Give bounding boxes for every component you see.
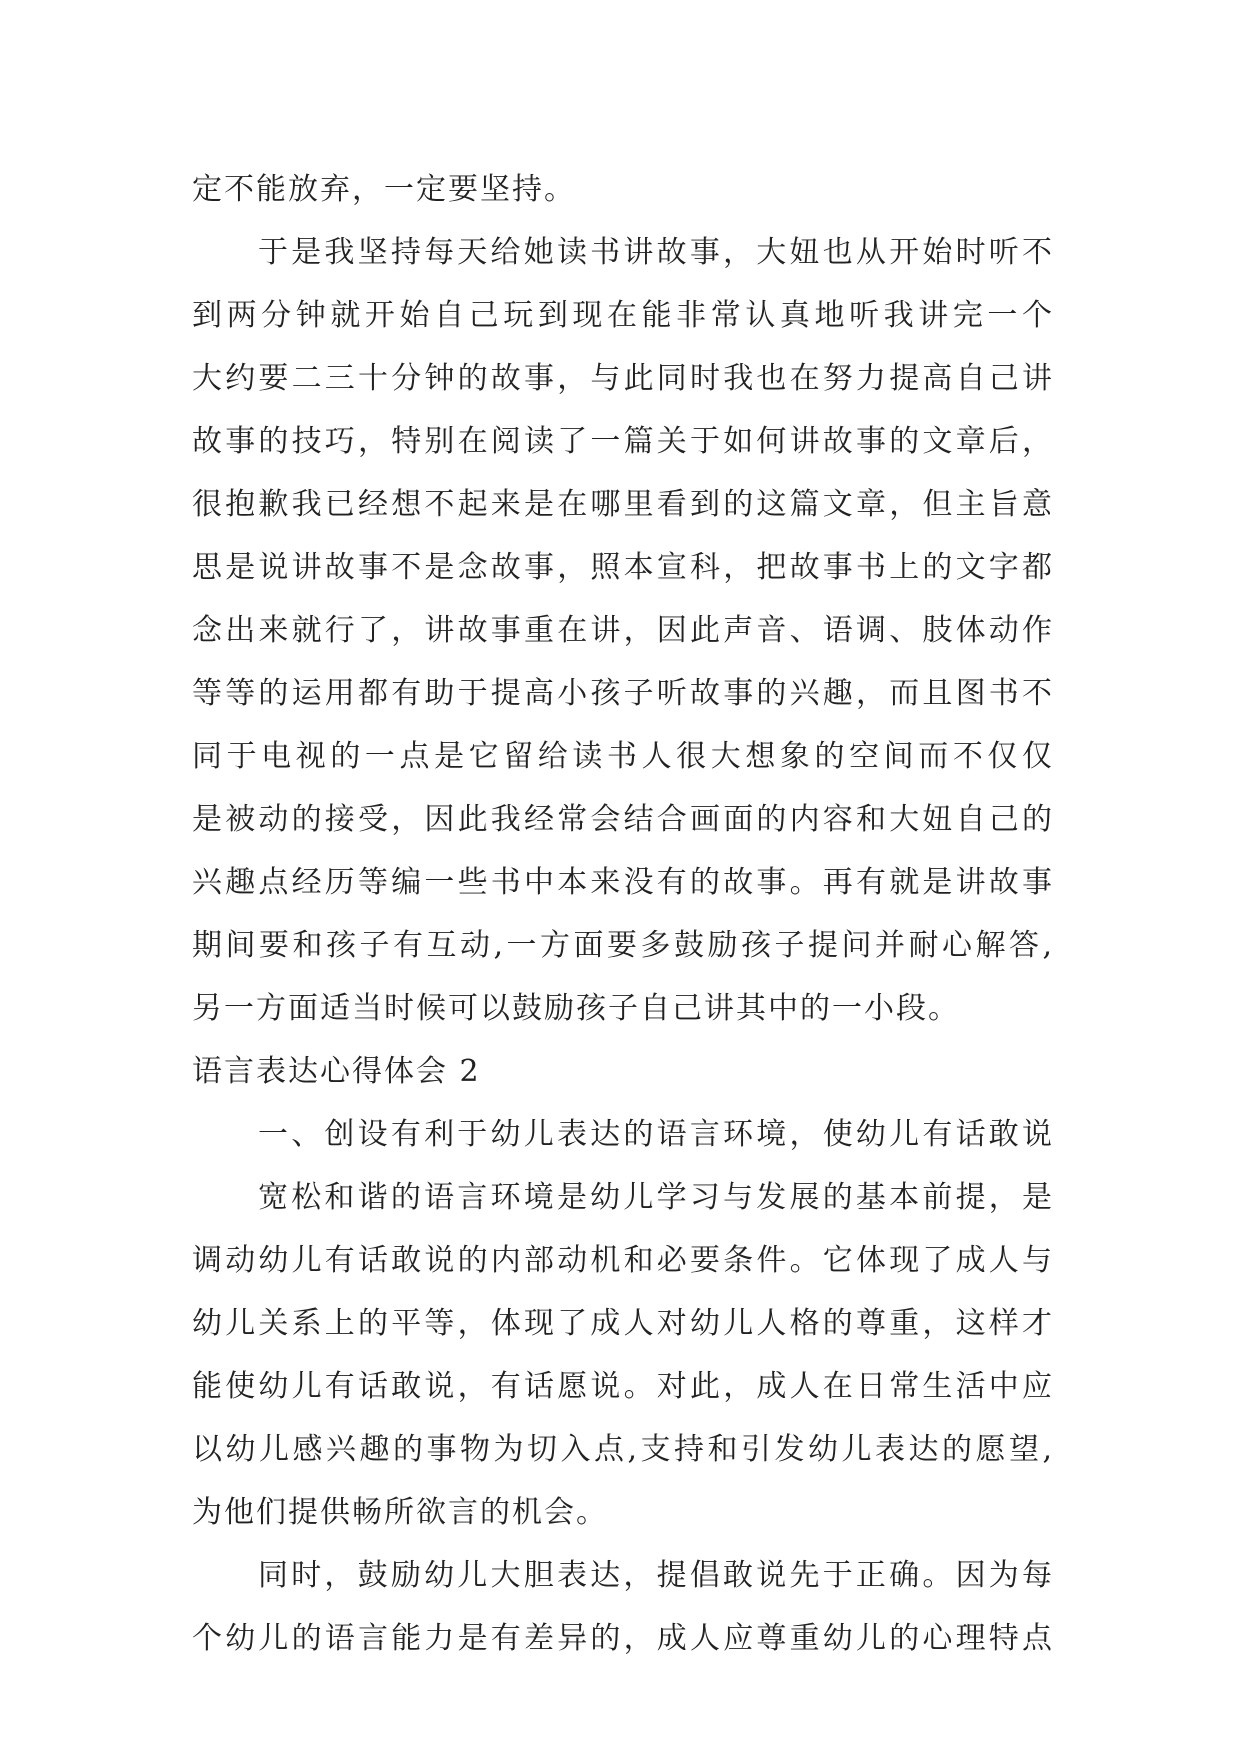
text-line: 思是说讲故事不是念故事，照本宣科，把故事书上的文字都 [192,550,1054,585]
text-line: 兴趣点经历等编一些书中本来没有的故事。再有就是讲故事 [192,865,1054,900]
text-line: 念出来就行了，讲故事重在讲，因此声音、语调、肢体动作 [192,613,1054,648]
text-line: 调动幼儿有话敢说的内部动机和必要条件。它体现了成人与 [192,1243,1054,1278]
text-line: 同时，鼓励幼儿大胆表达，提倡敢说先于正确。因为每 [258,1558,1054,1593]
text-line: 能使幼儿有话敢说，有话愿说。对此，成人在日常生活中应 [192,1369,1054,1404]
text-line: 很抱歉我已经想不起来是在哪里看到的这篇文章，但主旨意 [192,487,1054,522]
text-line: 故事的技巧，特别在阅读了一篇关于如何讲故事的文章后， [192,424,1054,459]
text-line: 是被动的接受，因此我经常会结合画面的内容和大妞自己的 [192,802,1054,837]
text-line: 等等的运用都有助于提高小孩子听故事的兴趣，而且图书不 [192,676,1054,711]
section-heading: 语言表达心得体会 2 [192,1054,481,1089]
text-line: 同于电视的一点是它留给读书人很大想象的空间而不仅仅 [192,739,1054,774]
document-body [192,158,1054,1670]
text-line: 宽松和谐的语言环境是幼儿学习与发展的基本前提，是 [258,1180,1054,1215]
subheading: 一、创设有利于幼儿表达的语言环境，使幼儿有话敢说 [258,1117,1054,1152]
text-line: 期间要和孩子有互动,一方面要多鼓励孩子提问并耐心解答, [192,928,1054,963]
text-line: 到两分钟就开始自己玩到现在能非常认真地听我讲完一个 [192,298,1054,333]
text-line: 以幼儿感兴趣的事物为切入点,支持和引发幼儿表达的愿望, [192,1432,1054,1467]
text-line: 为他们提供畅所欲言的机会。 [192,1495,608,1530]
text-line: 另一方面适当时候可以鼓励孩子自己讲其中的一小段。 [192,991,960,1026]
text-line: 个幼儿的语言能力是有差异的，成人应尊重幼儿的心理特点 [192,1621,1054,1656]
text-line: 大约要二三十分钟的故事，与此同时我也在努力提高自己讲 [192,361,1054,396]
text-line: 幼儿关系上的平等，体现了成人对幼儿人格的尊重，这样才 [192,1306,1054,1341]
text-line: 于是我坚持每天给她读书讲故事，大妞也从开始时听不 [258,235,1054,270]
text-line: 定不能放弃，一定要坚持。 [192,172,576,207]
